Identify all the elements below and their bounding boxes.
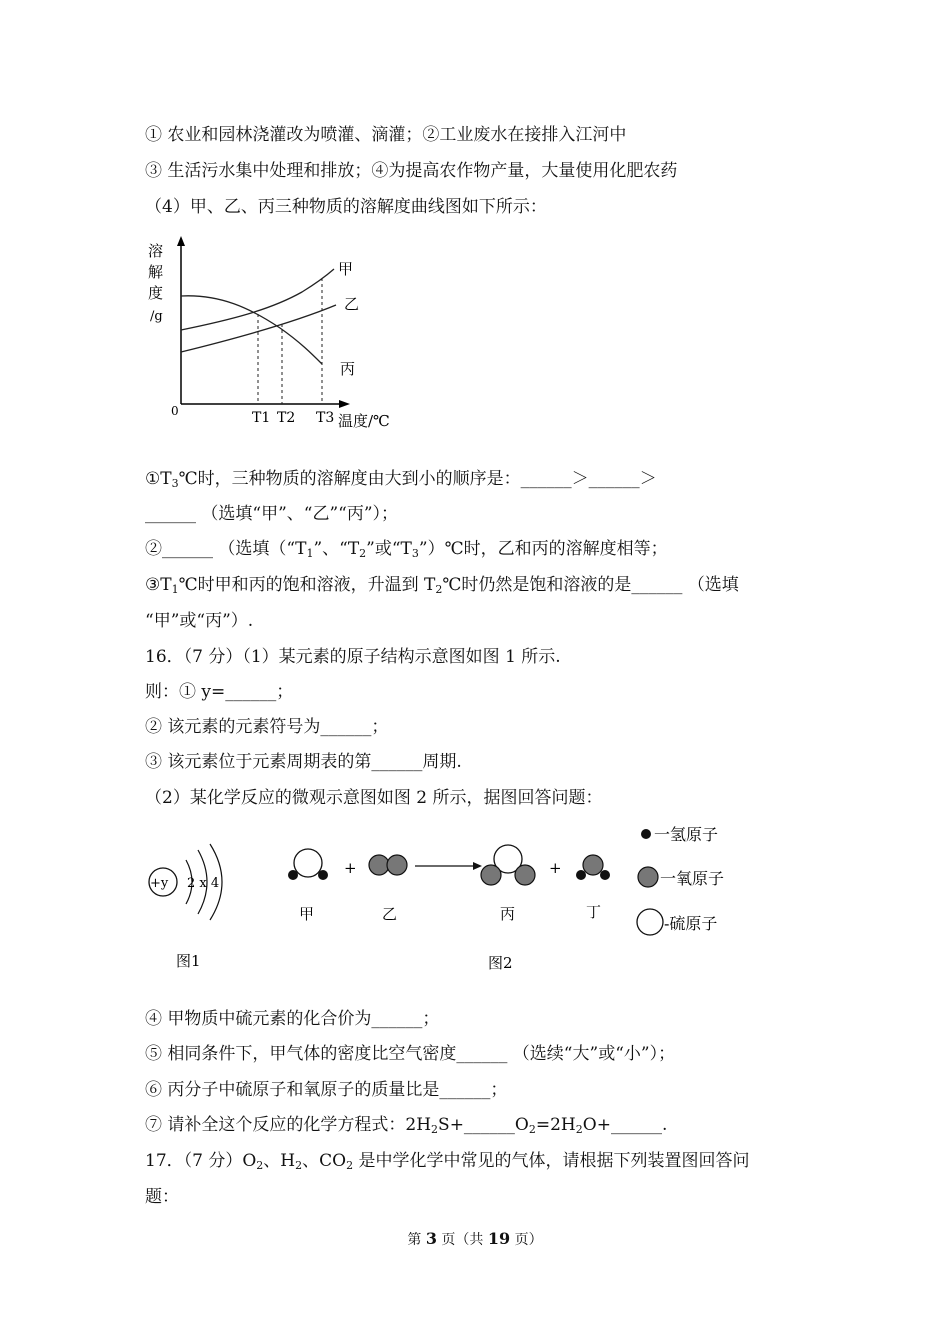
y-label-3: 度 — [148, 284, 164, 302]
legend-hydrogen-label: 一氢原子 — [654, 825, 719, 844]
plus-1: + — [344, 859, 357, 877]
q2-b: ”、“T — [313, 539, 360, 559]
q1-sub: 3 — [171, 477, 179, 490]
q2-sub1: 1 — [306, 547, 314, 560]
q2-sub3: 3 — [411, 547, 419, 560]
q1-a: ①T — [145, 469, 172, 489]
plus-2: + — [549, 859, 562, 877]
footer-mid: 页（共 — [436, 1232, 488, 1248]
text-line-3: （4）甲、乙、丙三种物质的溶解度曲线图如下所示： — [145, 197, 547, 217]
problem-16-item-7 — [145, 1114, 667, 1141]
ding-hydrogen-atom-1 — [576, 870, 586, 880]
eq-b: S+______O — [438, 1115, 529, 1135]
figure-1-atom-structure — [140, 840, 250, 980]
y-label-2: 解 — [148, 263, 164, 281]
legend-oxygen-label: 一氧原子 — [660, 869, 725, 888]
tick-t2: T2 — [277, 410, 296, 426]
ding-hydrogen-atom-2 — [600, 870, 610, 880]
jia-sulfur-atom — [294, 849, 322, 877]
question-3-line-2: “甲”或“丙”）. — [145, 611, 254, 631]
legend-yi: 乙 — [344, 295, 360, 313]
figure-2-reaction — [270, 815, 750, 980]
bing-oxygen-atom-2 — [515, 865, 535, 885]
legend-hydrogen-icon — [641, 829, 651, 839]
q2-d: ”）℃时，乙和丙的溶解度相等； — [418, 539, 668, 559]
problem-16-item-5: ⑤ 相同条件下，甲气体的密度比空气密度______ （选续“大”或“小”）； — [145, 1044, 676, 1064]
q1-b: ℃时，三种物质的溶解度由大到小的顺序是：______＞______＞ — [178, 469, 657, 489]
shell-electrons: 2 x 4 — [187, 876, 220, 891]
figure-2-caption: 图2 — [488, 954, 513, 972]
series-bing-line — [181, 296, 322, 364]
p17-d: 是中学化学中常见的气体，请根据下列装置图回答问 — [353, 1151, 750, 1171]
question-1-line-1 — [145, 468, 657, 495]
p17-b: 、H — [263, 1151, 296, 1171]
legend-bing: 丙 — [340, 360, 356, 378]
problem-16-item-3: ③ 该元素位于元素周期表的第______周期. — [145, 752, 462, 772]
eq-d: O+______. — [582, 1115, 668, 1135]
y-axis-arrow — [177, 236, 185, 246]
yi-oxygen-atom-2 — [387, 855, 407, 875]
legend-jia: 甲 — [338, 260, 354, 278]
q3-b: ℃时甲和丙的饱和溶液，升温到 T — [178, 575, 436, 595]
eq-sub2: 2 — [528, 1123, 536, 1136]
y-label-4: /g — [150, 309, 163, 324]
yi-oxygen-atom-1 — [369, 855, 389, 875]
origin-label: 0 — [171, 404, 179, 418]
page-footer — [0, 1229, 950, 1249]
footer-page-number: 3 — [425, 1229, 437, 1248]
p17-sub3: 2 — [346, 1159, 354, 1172]
eq-sub1: 2 — [431, 1123, 439, 1136]
question-1-line-2: ______ （选填“甲”、“乙”“丙”）； — [145, 504, 399, 524]
q2-sub2: 2 — [359, 547, 367, 560]
tick-t1: T1 — [252, 410, 271, 426]
nucleus-label: +y — [150, 876, 169, 891]
q2-a: ②______ （选填（“T — [145, 539, 307, 559]
reaction-arrow-head — [473, 862, 482, 870]
footer-total-pages: 19 — [487, 1229, 511, 1248]
legend-sulfur-icon — [637, 909, 663, 935]
text-line-1: ① 农业和园林浇灌改为喷灌、滴灌；②工业废水在接排入江河中 — [145, 125, 627, 145]
q3-a: ③T — [145, 575, 172, 595]
problem-17-title — [145, 1150, 749, 1177]
p17-sub2: 2 — [295, 1159, 303, 1172]
label-bing: 丙 — [500, 905, 516, 923]
jia-hydrogen-atom-1 — [288, 870, 298, 880]
question-2 — [145, 538, 668, 565]
problem-16-title: 16．（7 分）（1）某元素的原子结构示意图如图 1 所示. — [145, 647, 561, 667]
footer-pre: 第 — [407, 1232, 426, 1248]
text-line-2: ③ 生活污水集中处理和排放；④为提高农作物产量，大量使用化肥农药 — [145, 161, 678, 181]
ding-oxygen-atom — [583, 855, 603, 875]
eq-c: =2H — [535, 1115, 576, 1135]
legend-sulfur-label: -硫原子 — [664, 914, 718, 933]
label-ding: 丁 — [586, 903, 602, 921]
tick-t3: T3 — [316, 410, 335, 426]
y-label-1: 溶 — [148, 242, 164, 260]
eq-a: ⑦ 请补全这个反应的化学方程式：2H — [145, 1115, 432, 1135]
problem-16-item-6: ⑥ 丙分子中硫原子和氧原子的质量比是______； — [145, 1080, 508, 1100]
q3-sub1: 1 — [171, 583, 179, 596]
problem-16-item-4: ④ 甲物质中硫元素的化合价为______； — [145, 1009, 440, 1029]
q2-c: ”或“T — [366, 539, 412, 559]
x-axis-arrow — [339, 400, 350, 408]
p17-a: 17．（7 分）O — [145, 1151, 257, 1171]
p17-c: 、CO — [302, 1151, 347, 1171]
question-3-line-1 — [145, 574, 739, 601]
problem-16-item-1: 则：① y=______； — [145, 682, 294, 702]
jia-hydrogen-atom-2 — [318, 870, 328, 880]
problem-17-line-2: 题： — [145, 1187, 179, 1207]
q3-c: ℃时仍然是饱和溶液的是______ （选填 — [442, 575, 739, 595]
solubility-chart — [140, 232, 410, 432]
eq-sub3: 2 — [575, 1123, 583, 1136]
bing-oxygen-atom-1 — [481, 865, 501, 885]
problem-16-part-2: （2）某化学反应的微观示意图如图 2 所示，据图回答问题： — [145, 788, 603, 808]
p17-sub1: 2 — [256, 1159, 264, 1172]
label-yi: 乙 — [382, 905, 398, 923]
label-jia: 甲 — [299, 905, 315, 923]
q3-sub2: 2 — [435, 583, 443, 596]
legend-oxygen-icon — [638, 867, 658, 887]
figure-1-caption: 图1 — [176, 952, 201, 970]
problem-16-item-2: ② 该元素的元素符号为______； — [145, 717, 389, 737]
x-axis-label: 温度/℃ — [338, 412, 390, 430]
footer-post: 页） — [510, 1232, 543, 1248]
